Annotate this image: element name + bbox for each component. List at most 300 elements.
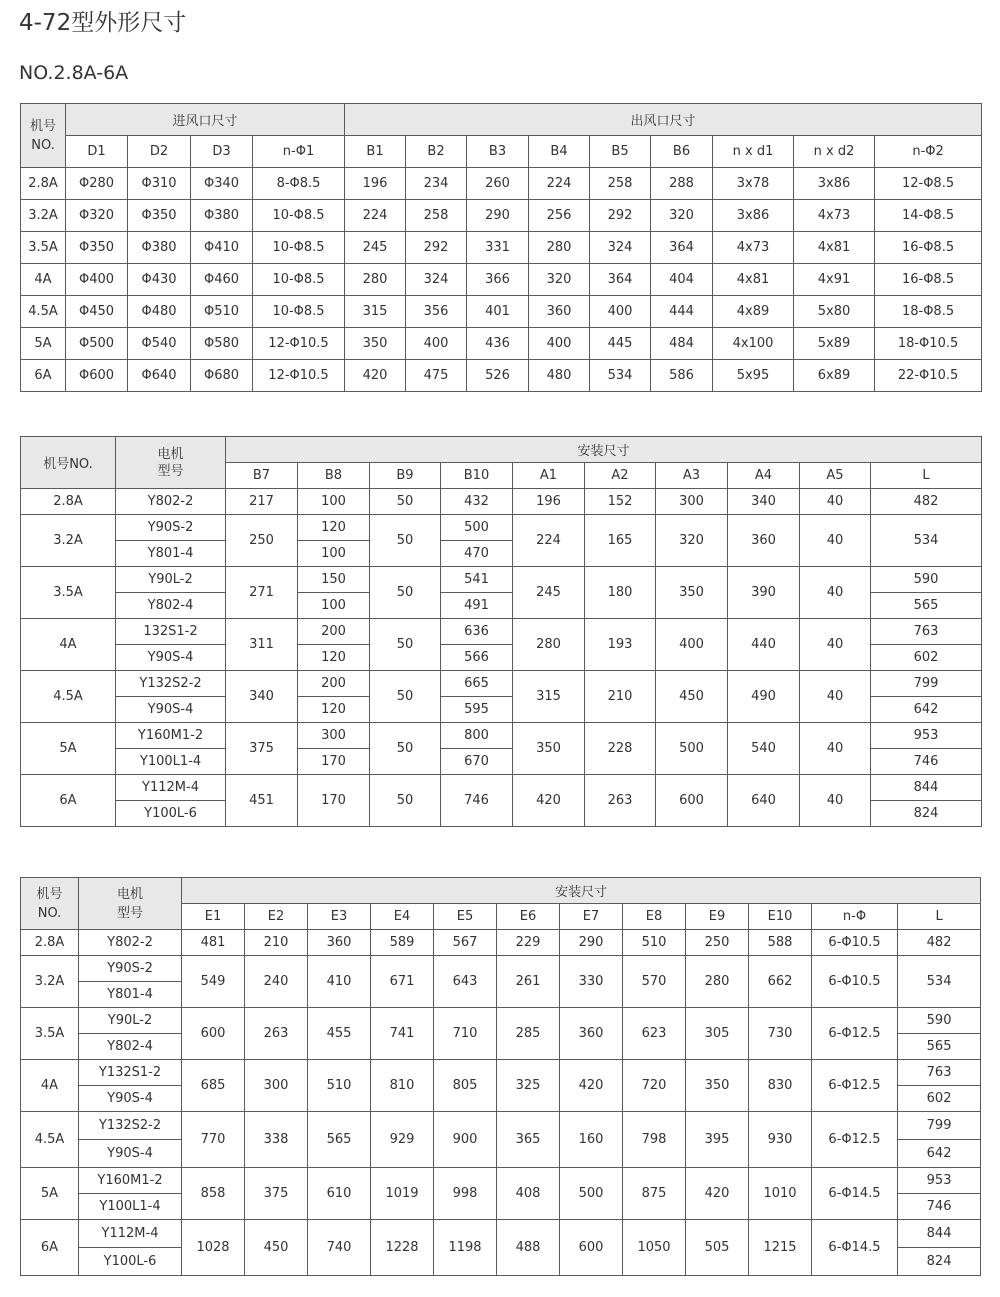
table-cell: 799 bbox=[871, 671, 982, 697]
table-cell: 5x95 bbox=[713, 360, 794, 392]
table-cell: 685 bbox=[182, 1060, 245, 1112]
table-cell: 40 bbox=[800, 671, 871, 723]
table-cell: 671 bbox=[371, 956, 434, 1008]
table-cell: 280 bbox=[345, 264, 406, 296]
motor-model: Y90L-2 bbox=[79, 1008, 182, 1034]
table-cell: 770 bbox=[182, 1112, 245, 1168]
table-cell: Φ280 bbox=[66, 168, 128, 200]
machine-no: 4.5A bbox=[21, 671, 116, 723]
table-cell: 360 bbox=[728, 515, 800, 567]
table-cell: 395 bbox=[686, 1112, 749, 1168]
table-row bbox=[21, 168, 982, 200]
column-header: A4 bbox=[728, 463, 800, 489]
table-cell: 763 bbox=[871, 619, 982, 645]
table-cell: 1010 bbox=[749, 1168, 812, 1220]
table-cell: 250 bbox=[686, 930, 749, 956]
column-header: B8 bbox=[298, 463, 370, 489]
motor-model: Y132S1-2 bbox=[79, 1060, 182, 1086]
table-cell: Φ340 bbox=[191, 168, 253, 200]
table-cell: 586 bbox=[651, 360, 713, 392]
table-row bbox=[21, 956, 981, 982]
table-cell: 404 bbox=[651, 264, 713, 296]
motor-model: Y100L1-4 bbox=[116, 749, 226, 775]
machine-no: 6A bbox=[21, 360, 66, 392]
column-header: B9 bbox=[370, 463, 441, 489]
table-cell: 258 bbox=[590, 168, 651, 200]
table-cell: 300 bbox=[656, 489, 728, 515]
column-header: A3 bbox=[656, 463, 728, 489]
table-cell: 12-Φ8.5 bbox=[875, 168, 982, 200]
table-cell: 224 bbox=[513, 515, 585, 567]
table-cell: 1228 bbox=[371, 1220, 434, 1276]
table-cell: 350 bbox=[656, 567, 728, 619]
machine-no-header: 机号 NO. bbox=[21, 878, 79, 930]
table-cell: 261 bbox=[497, 956, 560, 1008]
table-cell: 534 bbox=[590, 360, 651, 392]
table-cell: 436 bbox=[467, 328, 529, 360]
table-cell: 642 bbox=[898, 1140, 981, 1168]
table-cell: 534 bbox=[871, 515, 982, 567]
column-header: E8 bbox=[623, 904, 686, 930]
table-cell: 445 bbox=[590, 328, 651, 360]
table-cell: 805 bbox=[434, 1060, 497, 1112]
table-cell: 844 bbox=[871, 775, 982, 801]
table-cell: 16-Φ8.5 bbox=[875, 264, 982, 296]
table-cell: 595 bbox=[441, 697, 513, 723]
table-cell: 50 bbox=[370, 515, 441, 567]
table-cell: 330 bbox=[560, 956, 623, 1008]
table-cell: 160 bbox=[560, 1112, 623, 1168]
table-cell: Φ510 bbox=[191, 296, 253, 328]
table-row bbox=[21, 264, 982, 296]
table-cell: 200 bbox=[298, 619, 370, 645]
motor-model: Y802-4 bbox=[79, 1034, 182, 1060]
table-row bbox=[21, 619, 982, 645]
table-cell: 6-Φ12.5 bbox=[812, 1008, 898, 1060]
column-header: B5 bbox=[590, 136, 651, 168]
table-row bbox=[21, 437, 982, 463]
table-cell: 350 bbox=[513, 723, 585, 775]
table-cell: 100 bbox=[298, 489, 370, 515]
table-cell: Φ540 bbox=[128, 328, 191, 360]
table-cell: 350 bbox=[686, 1060, 749, 1112]
motor-model: Y801-4 bbox=[79, 982, 182, 1008]
table-cell: 180 bbox=[585, 567, 656, 619]
table-cell: 590 bbox=[871, 567, 982, 593]
table-cell: 566 bbox=[441, 645, 513, 671]
column-header: B3 bbox=[467, 136, 529, 168]
column-header: A2 bbox=[585, 463, 656, 489]
motor-model-header: 电机 型号 bbox=[79, 878, 182, 930]
table-cell: 505 bbox=[686, 1220, 749, 1276]
table-cell: Φ580 bbox=[191, 328, 253, 360]
machine-no: 3.5A bbox=[21, 232, 66, 264]
table-cell: 170 bbox=[298, 749, 370, 775]
table-cell: 6-Φ10.5 bbox=[812, 956, 898, 1008]
table-cell: 3x86 bbox=[713, 200, 794, 232]
table-cell: 589 bbox=[371, 930, 434, 956]
table-cell: 14-Φ8.5 bbox=[875, 200, 982, 232]
table-cell: 6-Φ12.5 bbox=[812, 1112, 898, 1168]
table-cell: 510 bbox=[623, 930, 686, 956]
table-cell: 929 bbox=[371, 1112, 434, 1168]
motor-model: Y90S-2 bbox=[79, 956, 182, 982]
machine-no: 3.2A bbox=[21, 515, 116, 567]
table-cell: 1019 bbox=[371, 1168, 434, 1220]
table-cell: 224 bbox=[345, 200, 406, 232]
table-row bbox=[21, 1168, 981, 1194]
motor-model: Y132S2-2 bbox=[79, 1112, 182, 1140]
motor-model: Y90S-2 bbox=[116, 515, 226, 541]
table-cell: 4x73 bbox=[794, 200, 875, 232]
table-cell: 245 bbox=[345, 232, 406, 264]
table-cell: 746 bbox=[441, 775, 513, 827]
table-cell: 280 bbox=[686, 956, 749, 1008]
table-cell: 858 bbox=[182, 1168, 245, 1220]
table-cell: 364 bbox=[651, 232, 713, 264]
table-cell: 40 bbox=[800, 567, 871, 619]
table-row bbox=[21, 1220, 981, 1248]
table-cell: 440 bbox=[728, 619, 800, 671]
motor-model: Y100L1-4 bbox=[79, 1194, 182, 1220]
motor-model: Y802-2 bbox=[79, 930, 182, 956]
table-cell: 10-Φ8.5 bbox=[253, 200, 345, 232]
table-cell: 324 bbox=[590, 232, 651, 264]
table-cell: 315 bbox=[513, 671, 585, 723]
table-cell: 224 bbox=[529, 168, 590, 200]
column-header: E2 bbox=[245, 904, 308, 930]
machine-no: 5A bbox=[21, 328, 66, 360]
column-header: B7 bbox=[226, 463, 298, 489]
motor-model: Y90S-4 bbox=[116, 645, 226, 671]
table-cell: 400 bbox=[529, 328, 590, 360]
column-header: n x d2 bbox=[794, 136, 875, 168]
table-cell: 588 bbox=[749, 930, 812, 956]
column-header: E7 bbox=[560, 904, 623, 930]
column-header: n x d1 bbox=[713, 136, 794, 168]
table-cell: 12-Φ10.5 bbox=[253, 360, 345, 392]
table-cell: 10-Φ8.5 bbox=[253, 296, 345, 328]
column-header: D1 bbox=[66, 136, 128, 168]
table-cell: Φ680 bbox=[191, 360, 253, 392]
table-cell: 245 bbox=[513, 567, 585, 619]
column-header: n-Φ2 bbox=[875, 136, 982, 168]
table-cell: 491 bbox=[441, 593, 513, 619]
motor-model: Y132S2-2 bbox=[116, 671, 226, 697]
table-cell: 800 bbox=[441, 723, 513, 749]
table-cell: 455 bbox=[308, 1008, 371, 1060]
table-cell: 292 bbox=[406, 232, 467, 264]
table-cell: 482 bbox=[898, 930, 981, 956]
table-cell: 1050 bbox=[623, 1220, 686, 1276]
table-cell: 408 bbox=[497, 1168, 560, 1220]
motor-model: Y90S-4 bbox=[79, 1086, 182, 1112]
table-cell: Φ640 bbox=[128, 360, 191, 392]
table-cell: 390 bbox=[728, 567, 800, 619]
machine-no: 6A bbox=[21, 775, 116, 827]
table-cell: 4x73 bbox=[713, 232, 794, 264]
table-cell: 152 bbox=[585, 489, 656, 515]
table-cell: 6-Φ12.5 bbox=[812, 1060, 898, 1112]
table-cell: 366 bbox=[467, 264, 529, 296]
table-cell: 623 bbox=[623, 1008, 686, 1060]
table-row bbox=[21, 515, 982, 541]
table-cell: 100 bbox=[298, 593, 370, 619]
table-cell: 4x89 bbox=[713, 296, 794, 328]
table-row bbox=[21, 232, 982, 264]
table-cell: 165 bbox=[585, 515, 656, 567]
table-cell: 50 bbox=[370, 489, 441, 515]
column-header: L bbox=[871, 463, 982, 489]
table-cell: 210 bbox=[585, 671, 656, 723]
table-cell: 720 bbox=[623, 1060, 686, 1112]
column-header: n-Φ1 bbox=[253, 136, 345, 168]
table-cell: 488 bbox=[497, 1220, 560, 1276]
table-cell: Φ410 bbox=[191, 232, 253, 264]
table-row bbox=[21, 360, 982, 392]
table-cell: 320 bbox=[529, 264, 590, 296]
table-cell: 450 bbox=[245, 1220, 308, 1276]
table-row bbox=[21, 1060, 981, 1086]
page-subtitle: NO.2.8A-6A bbox=[19, 62, 129, 84]
table-cell: 590 bbox=[898, 1008, 981, 1034]
column-header: E3 bbox=[308, 904, 371, 930]
table-cell: 810 bbox=[371, 1060, 434, 1112]
table-cell: 285 bbox=[497, 1008, 560, 1060]
table-cell: 100 bbox=[298, 541, 370, 567]
table-cell: 40 bbox=[800, 775, 871, 827]
table-cell: 300 bbox=[298, 723, 370, 749]
table-cell: 526 bbox=[467, 360, 529, 392]
table-cell: Φ380 bbox=[191, 200, 253, 232]
table-cell: 953 bbox=[871, 723, 982, 749]
table-cell: 260 bbox=[467, 168, 529, 200]
table-cell: 325 bbox=[497, 1060, 560, 1112]
table-cell: 16-Φ8.5 bbox=[875, 232, 982, 264]
table-cell: 844 bbox=[898, 1220, 981, 1248]
column-header: D2 bbox=[128, 136, 191, 168]
table-cell: 256 bbox=[529, 200, 590, 232]
machine-no: 3.2A bbox=[21, 200, 66, 232]
machine-no: 4.5A bbox=[21, 296, 66, 328]
table-cell: 12-Φ10.5 bbox=[253, 328, 345, 360]
motor-model: Y100L-6 bbox=[116, 801, 226, 827]
table-cell: 401 bbox=[467, 296, 529, 328]
table-cell: 432 bbox=[441, 489, 513, 515]
table-cell: 210 bbox=[245, 930, 308, 956]
table-cell: 475 bbox=[406, 360, 467, 392]
table-cell: 602 bbox=[898, 1086, 981, 1112]
table-cell: 5x80 bbox=[794, 296, 875, 328]
table-cell: 263 bbox=[245, 1008, 308, 1060]
table-cell: 340 bbox=[728, 489, 800, 515]
table-cell: 228 bbox=[585, 723, 656, 775]
table-cell: 5x89 bbox=[794, 328, 875, 360]
table-cell: 420 bbox=[513, 775, 585, 827]
table-cell: 4x81 bbox=[794, 232, 875, 264]
table-cell: 40 bbox=[800, 489, 871, 515]
machine-no: 3.5A bbox=[21, 567, 116, 619]
table-cell: 3x78 bbox=[713, 168, 794, 200]
table-cell: 360 bbox=[560, 1008, 623, 1060]
table-cell: 565 bbox=[871, 593, 982, 619]
column-header: E4 bbox=[371, 904, 434, 930]
table-cell: 610 bbox=[308, 1168, 371, 1220]
table-cell: 6-Φ14.5 bbox=[812, 1220, 898, 1276]
table-cell: 4x91 bbox=[794, 264, 875, 296]
table-cell: Φ450 bbox=[66, 296, 128, 328]
motor-model: 132S1-2 bbox=[116, 619, 226, 645]
table-cell: 400 bbox=[656, 619, 728, 671]
table-cell: 375 bbox=[226, 723, 298, 775]
table-cell: 280 bbox=[529, 232, 590, 264]
table-row bbox=[21, 775, 982, 801]
table-cell: 670 bbox=[441, 749, 513, 775]
installation-dimensions-table-e bbox=[20, 877, 981, 1276]
motor-model: Y90L-2 bbox=[116, 567, 226, 593]
table-cell: 300 bbox=[245, 1060, 308, 1112]
table-cell: 451 bbox=[226, 775, 298, 827]
table-cell: Φ350 bbox=[128, 200, 191, 232]
table-cell: Φ310 bbox=[128, 168, 191, 200]
table-cell: 50 bbox=[370, 775, 441, 827]
column-header: E1 bbox=[182, 904, 245, 930]
table-cell: 400 bbox=[406, 328, 467, 360]
table-cell: 6-Φ10.5 bbox=[812, 930, 898, 956]
column-header: B1 bbox=[345, 136, 406, 168]
column-header: D3 bbox=[191, 136, 253, 168]
table-cell: 1028 bbox=[182, 1220, 245, 1276]
table-cell: 10-Φ8.5 bbox=[253, 232, 345, 264]
column-header: A1 bbox=[513, 463, 585, 489]
machine-no: 2.8A bbox=[21, 489, 116, 515]
table-cell: 541 bbox=[441, 567, 513, 593]
column-header: B2 bbox=[406, 136, 467, 168]
table-cell: 50 bbox=[370, 723, 441, 775]
table-cell: 420 bbox=[345, 360, 406, 392]
table-cell: 305 bbox=[686, 1008, 749, 1060]
table-row bbox=[21, 328, 982, 360]
table-cell: 234 bbox=[406, 168, 467, 200]
table-cell: Φ320 bbox=[66, 200, 128, 232]
installation-dimensions-table-b bbox=[20, 436, 982, 827]
column-header: E6 bbox=[497, 904, 560, 930]
table-cell: 930 bbox=[749, 1112, 812, 1168]
table-cell: 331 bbox=[467, 232, 529, 264]
table-cell: 570 bbox=[623, 956, 686, 1008]
motor-model: Y100L-6 bbox=[79, 1248, 182, 1276]
table-cell: 271 bbox=[226, 567, 298, 619]
table-cell: 229 bbox=[497, 930, 560, 956]
table-cell: 953 bbox=[898, 1168, 981, 1194]
table-cell: 490 bbox=[728, 671, 800, 723]
table-cell: 258 bbox=[406, 200, 467, 232]
table-cell: 40 bbox=[800, 619, 871, 671]
table-cell: 200 bbox=[298, 671, 370, 697]
table-cell: 6x89 bbox=[794, 360, 875, 392]
outlet-group-header: 出风口尺寸 bbox=[345, 104, 982, 136]
table-cell: 875 bbox=[623, 1168, 686, 1220]
machine-no: 4A bbox=[21, 1060, 79, 1112]
table-cell: 410 bbox=[308, 956, 371, 1008]
table-row bbox=[21, 200, 982, 232]
table-cell: 18-Φ10.5 bbox=[875, 328, 982, 360]
machine-no-header: 机号 NO. bbox=[21, 104, 66, 168]
table-cell: Φ460 bbox=[191, 264, 253, 296]
machine-no: 5A bbox=[21, 723, 116, 775]
table-cell: 120 bbox=[298, 697, 370, 723]
inlet-group-header: 进风口尺寸 bbox=[66, 104, 345, 136]
table-cell: 830 bbox=[749, 1060, 812, 1112]
column-header: B10 bbox=[441, 463, 513, 489]
table-cell: 120 bbox=[298, 645, 370, 671]
table-cell: 240 bbox=[245, 956, 308, 1008]
motor-model: Y802-4 bbox=[116, 593, 226, 619]
table-cell: 193 bbox=[585, 619, 656, 671]
table-row bbox=[21, 296, 982, 328]
table-cell: 365 bbox=[497, 1112, 560, 1168]
table-row bbox=[21, 878, 981, 904]
table-cell: 600 bbox=[560, 1220, 623, 1276]
table-cell: 643 bbox=[434, 956, 497, 1008]
table-cell: 998 bbox=[434, 1168, 497, 1220]
table-cell: 480 bbox=[529, 360, 590, 392]
table-cell: 482 bbox=[871, 489, 982, 515]
table-cell: 444 bbox=[651, 296, 713, 328]
machine-no: 3.2A bbox=[21, 956, 79, 1008]
table-cell: 364 bbox=[590, 264, 651, 296]
table-cell: 217 bbox=[226, 489, 298, 515]
table-cell: 565 bbox=[898, 1034, 981, 1060]
table-cell: 420 bbox=[686, 1168, 749, 1220]
table-cell: 292 bbox=[590, 200, 651, 232]
table-cell: 1215 bbox=[749, 1220, 812, 1276]
table-row bbox=[21, 489, 982, 515]
table-cell: 50 bbox=[370, 671, 441, 723]
column-header: n-Φ bbox=[812, 904, 898, 930]
table-cell: 8-Φ8.5 bbox=[253, 168, 345, 200]
table-cell: 900 bbox=[434, 1112, 497, 1168]
table-cell: 290 bbox=[467, 200, 529, 232]
motor-model: Y90S-4 bbox=[79, 1140, 182, 1168]
table-cell: 315 bbox=[345, 296, 406, 328]
table-cell: 642 bbox=[871, 697, 982, 723]
table-cell: 50 bbox=[370, 619, 441, 671]
table-cell: 799 bbox=[898, 1112, 981, 1140]
table-cell: 50 bbox=[370, 567, 441, 619]
table-cell: 22-Φ10.5 bbox=[875, 360, 982, 392]
table-cell: 740 bbox=[308, 1220, 371, 1276]
table-cell: 150 bbox=[298, 567, 370, 593]
motor-model: Y90S-4 bbox=[116, 697, 226, 723]
table-cell: 288 bbox=[651, 168, 713, 200]
table-cell: 798 bbox=[623, 1112, 686, 1168]
table-cell: 3x86 bbox=[794, 168, 875, 200]
motor-model: Y160M1-2 bbox=[116, 723, 226, 749]
table-cell: 500 bbox=[441, 515, 513, 541]
column-header: E9 bbox=[686, 904, 749, 930]
table-row bbox=[21, 671, 982, 697]
table-cell: 40 bbox=[800, 515, 871, 567]
table-row bbox=[21, 930, 981, 956]
table-cell: 600 bbox=[182, 1008, 245, 1060]
table-cell: 420 bbox=[560, 1060, 623, 1112]
table-cell: 549 bbox=[182, 956, 245, 1008]
motor-model: Y802-2 bbox=[116, 489, 226, 515]
table-cell: 746 bbox=[871, 749, 982, 775]
motor-model: Y160M1-2 bbox=[79, 1168, 182, 1194]
table-cell: 120 bbox=[298, 515, 370, 541]
